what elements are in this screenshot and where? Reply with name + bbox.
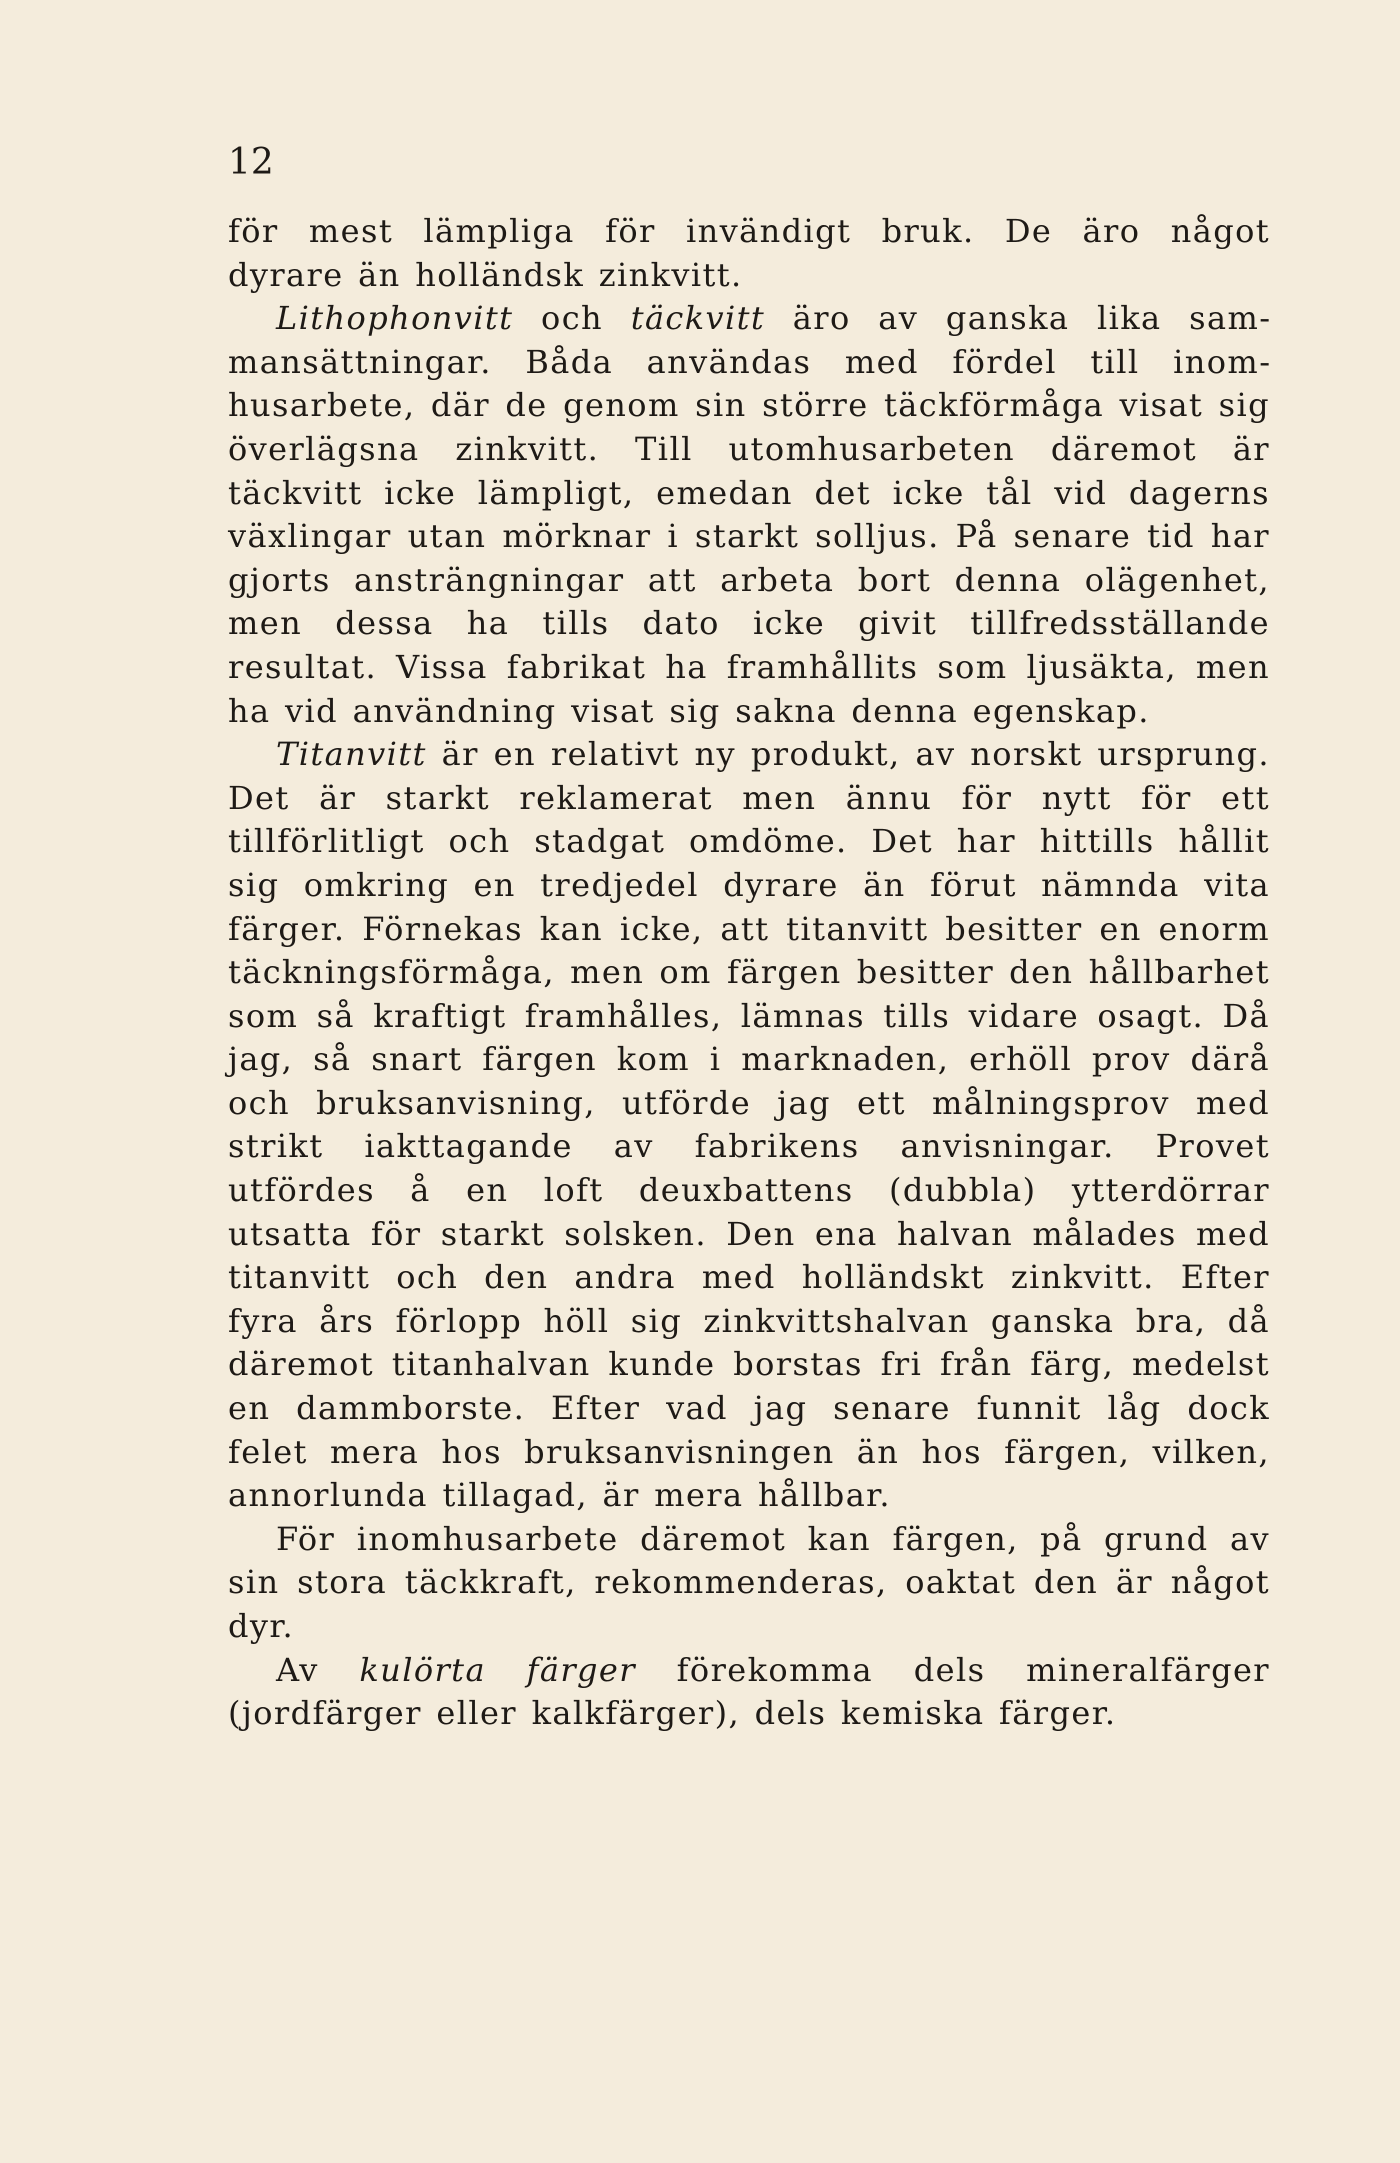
page-number: 12: [228, 142, 274, 183]
text-segment: förekomma dels mineralfärger (jordfärger eller kalkfärger), dels kemiska färger.: [228, 1650, 1270, 1733]
text-segment: är en relativt ny produkt, av norskt ursprung. Det är starkt reklamerat men ännu för nytt för ett tillförlitligt och stadgat omdöme. Det har hittills hållit sig omkring en tredjedel dyrare än förut nämnda vita färger. Förnekas kan icke, att titanvitt besitter en enorm täckningsförmåga, men om färgen besitter den hållbarhet som så kraftigt framhålles, lämnas tills vidare osagt. Då jag, så snart färgen kom i marknaden, erhöll prov därå och bruksanvisning, utförde jag ett målningsprov med strikt iakttagande av fabrikens anvisningar. Provet utfördes å en loft deuxbattens (dubbla) ytterdörrar utsatta för starkt solsken. Den ena halvan målades med titanvitt och den andra med holländskt zinkvitt. Efter fyra års förlopp höll sig zinkvittshalvan ganska bra, då däremot titanhalvan kunde borstas fri från färg, medelst en dammborste. Efter vad jag senare funnit låg dock felet mera hos bruksanvisningen än hos färgen, vilken, annorlunda tillagad, är mera hållbar.: [228, 735, 1270, 1515]
text-segment: och: [513, 299, 631, 338]
text-segment: för mest lämpliga för invändigt bruk. De äro något dyrare än holländsk zinkvitt.: [228, 212, 1270, 294]
body-text: [228, 210, 1270, 1736]
text-segment: För inomhusarbete däremot kan färgen, på grund av sin stora täckkraft, rekommenderas, oaktat den är något dyr.: [228, 1519, 1270, 1645]
term-tackvitt: täckvitt: [630, 299, 766, 338]
term-titanvitt: Titanvitt: [276, 735, 427, 774]
paragraph-lithophonvitt: [228, 297, 1270, 733]
term-kulorta-farger: kulörta färger: [359, 1650, 636, 1689]
paragraph-1: [228, 210, 1270, 297]
paragraph-kulorta-farger: [228, 1649, 1270, 1736]
text-segment: äro av ganska lika sammansättningar. Båda användas med fördel till inomhusarbete, där de genom sin större täckförmåga visat sig överlägsna zinkvitt. Till utomhusarbeten däremot är täckvitt icke lämpligt, emedan det icke tål vid dagerns växlingar utan mörknar i starkt solljus. På senare tid har gjorts ansträngningar att arbeta bort denna olägenhet, men dessa ha tills dato icke givit tillfredsställande resultat. Vissa fabrikat ha framhållits som ljusäkta, men ha vid användning visat sig sakna denna egenskap.: [228, 299, 1270, 730]
paragraph-inomhusarbete: [228, 1518, 1270, 1649]
text-segment: Av: [276, 1650, 360, 1689]
paragraph-titanvitt: [228, 733, 1270, 1518]
term-lithophonvitt: Lithophonvitt: [276, 299, 514, 338]
